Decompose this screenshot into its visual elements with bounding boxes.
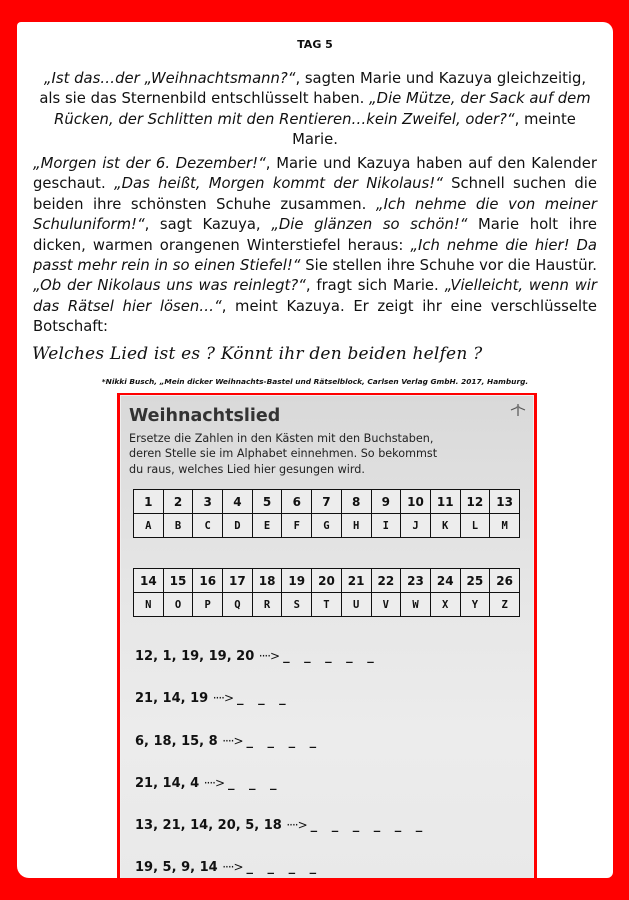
narrative-text: , sagt Kazuya, (144, 216, 272, 234)
grid-letter-cell: A (134, 514, 164, 538)
grid-letter-cell: P (193, 593, 223, 617)
puzzle-instruction: Ersetze die Zahlen in den Kästen mit den Buchstaben, deren Stelle sie im Alphabet einnehmen. So bekommst du raus, welches Lied hier gesungen wird. (129, 432, 438, 476)
grid-letter-cell: B (163, 514, 193, 538)
grid-number-cell: 5 (252, 490, 282, 514)
grid-number-cell: 22 (371, 569, 401, 593)
grid-letter-cell: N (134, 593, 164, 617)
pin-icon (509, 404, 527, 418)
grid-number-cell: 6 (282, 490, 312, 514)
grid-number-cell: 7 (312, 490, 342, 514)
grid-letter-cell: V (371, 593, 401, 617)
quote-text: „Das heißt, Morgen kommt der Nikolaus!“ (113, 175, 443, 193)
grid-letter-cell: H (341, 514, 371, 538)
story-paragraph-1 (33, 69, 597, 151)
grid-number-cell: 23 (401, 569, 431, 593)
answer-blanks: _ _ _ (237, 691, 291, 706)
answer-blanks: _ _ _ _ (246, 860, 322, 875)
quote-text: „Vielleicht, wenn wir das Rätsel hier lösen…“ (33, 277, 598, 315)
grid-number-cell: 1 (134, 490, 164, 514)
quote-text: „Die Mütze, der Sack auf dem Rücken, der Schlitten mit den Rentieren…kein Zweifel, oder?“ (54, 90, 591, 128)
narrative-text: , fragt sich Marie. (305, 277, 445, 295)
narrative-text: Sie stellen ihre Schuhe vor die Haustür. (300, 257, 598, 275)
grid-letter-cell: U (341, 593, 371, 617)
grid-number-cell: 8 (341, 490, 371, 514)
dotted-arrow-icon: ····> (222, 734, 243, 748)
code-numbers: 21, 14, 4 (135, 776, 204, 791)
grid-letter-cell: X (430, 593, 460, 617)
grid-number-cell: 2 (163, 490, 193, 514)
code-numbers: 21, 14, 19 (135, 691, 213, 706)
grid-letter-cell: M (490, 514, 520, 538)
grid-number-cell: 14 (134, 569, 164, 593)
grid-letter-cell: W (401, 593, 431, 617)
grid-letter-cell: C (193, 514, 223, 538)
puzzle-photo (120, 395, 534, 878)
alphabet-grid-2 (133, 568, 520, 617)
grid-letter-cell: I (371, 514, 401, 538)
grid-letter-cell: R (252, 593, 282, 617)
grid-letter-cell: T (312, 593, 342, 617)
code-line (135, 818, 427, 833)
narrative-text: , meinte Marie. (292, 110, 576, 149)
quote-text: „Ich nehme die hier! Da passt mehr rein in so einen Stiefel!“ (33, 236, 597, 275)
answer-blanks: _ _ _ _ _ (283, 649, 379, 664)
grid-letter-cell: O (163, 593, 193, 617)
quote-text: „Morgen ist der 6. Dezember!“ (33, 155, 266, 172)
grid-letter-cell: J (401, 514, 431, 538)
grid-letter-cell: F (282, 514, 312, 538)
grid-number-cell: 16 (193, 569, 223, 593)
code-numbers: 12, 1, 19, 19, 20 (135, 649, 259, 664)
answer-blanks: _ _ _ _ (246, 734, 322, 749)
grid-number-cell: 25 (460, 569, 490, 593)
grid-letter-cell: S (282, 593, 312, 617)
puzzle-title: Weihnachtslied (129, 406, 281, 426)
story-paragraph-2 (33, 154, 597, 338)
grid-letter-cell: E (252, 514, 282, 538)
code-line (135, 691, 291, 706)
grid-number-cell: 12 (460, 490, 490, 514)
source-credit: *Nikki Busch, „Mein dicker Weihnachts-Bastel und Rätselblock, Carlsen Verlag GmbH. 2017, Hamburg. (101, 377, 529, 386)
story-page (17, 22, 613, 878)
grid-number-cell: 9 (371, 490, 401, 514)
narrative-text: , sagten Marie und Kazuya gleichzeitig, als sie das Sternenbild entschlüsselt haben. (39, 70, 587, 108)
grid-letter-cell: G (312, 514, 342, 538)
alphabet-grid-1 (133, 489, 520, 538)
grid-number-cell: 11 (430, 490, 460, 514)
dotted-arrow-icon: ····> (222, 860, 243, 874)
grid-number-cell: 10 (401, 490, 431, 514)
dotted-arrow-icon: ····> (212, 691, 234, 705)
grid-number-cell: 4 (223, 490, 253, 514)
answer-blanks: _ _ _ _ _ _ (310, 818, 428, 833)
code-line (135, 860, 321, 875)
quote-text: „Die glänzen so schön!“ (271, 216, 468, 234)
code-numbers: 19, 5, 9, 14 (135, 860, 223, 875)
grid-letter-cell: L (460, 514, 490, 538)
narrative-text: Marie holt ihre dicken, warmen orangenen Winterstiefel heraus: (33, 216, 597, 254)
grid-number-cell: 21 (341, 569, 371, 593)
quote-text: „Ich nehme die von meiner Schuluniform!“ (33, 195, 597, 234)
day-title: TAG 5 (297, 38, 333, 51)
grid-number-cell: 13 (490, 490, 520, 514)
code-numbers: 6, 18, 15, 8 (135, 734, 223, 749)
code-line (135, 734, 321, 749)
quote-text: „Ist das…der „Weihnachtsmann?“ (43, 70, 296, 87)
grid-letter-cell: D (223, 514, 253, 538)
dotted-arrow-icon: ····> (258, 649, 280, 663)
grid-number-cell: 18 (252, 569, 282, 593)
question-text: Welches Lied ist es ? Könnt ihr den beiden helfen ? (32, 344, 483, 364)
grid-number-cell: 26 (490, 569, 520, 593)
grid-number-cell: 20 (312, 569, 342, 593)
grid-number-cell: 24 (430, 569, 460, 593)
quote-text: „Ob der Nikolaus uns was reinlegt?“ (33, 277, 306, 295)
grid-letter-cell: Q (223, 593, 253, 617)
narrative-text: , Marie und Kazuya haben auf den Kalender geschaut. (33, 155, 597, 193)
dotted-arrow-icon: ····> (203, 776, 224, 790)
code-numbers: 13, 21, 14, 20, 5, 18 (135, 818, 287, 833)
grid-letter-cell: Y (460, 593, 490, 617)
dotted-arrow-icon: ····> (286, 818, 307, 832)
code-line (135, 649, 379, 664)
answer-blanks: _ _ _ (228, 776, 282, 791)
grid-letter-cell: K (430, 514, 460, 538)
grid-number-cell: 19 (282, 569, 312, 593)
grid-number-cell: 17 (223, 569, 253, 593)
grid-number-cell: 3 (193, 490, 223, 514)
narrative-text: , meint Kazuya. Er zeigt ihr eine verschlüsselte Botschaft: (33, 297, 597, 336)
grid-number-cell: 15 (163, 569, 193, 593)
puzzle-frame (117, 393, 537, 878)
grid-letter-cell: Z (490, 593, 520, 617)
narrative-text: Schnell suchen die beiden ihre schönsten Schuhe zusammen. (33, 175, 598, 213)
code-line (135, 776, 282, 791)
